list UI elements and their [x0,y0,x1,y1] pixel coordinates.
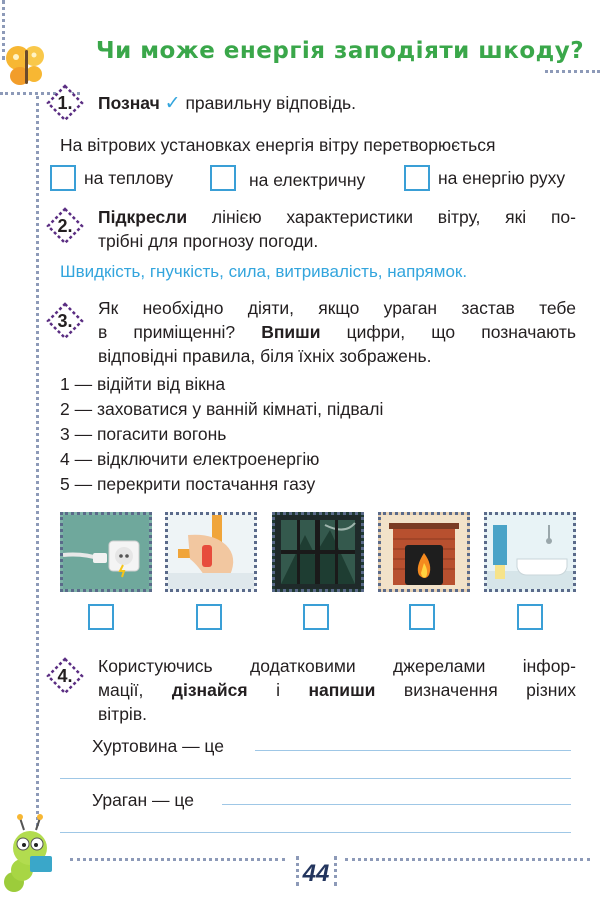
task1-question: На вітрових установках енергія вітру перетворюється [60,135,496,155]
task3-line3: відповідні правила, біля їхніх зображень. [98,346,432,366]
task4-line2 [98,678,576,702]
task3-text: цифри, що позначають [346,322,576,342]
task2-instruction [98,205,576,229]
picture-number-box[interactable] [517,604,543,630]
page-title: Чи може енергія заподіяти шкоду? [96,38,585,64]
instruction-verb: Познач [98,93,160,113]
gas-pipe-picture [165,512,257,592]
option-label: на енергію руху [438,168,566,188]
option-label: на теплову [84,168,174,188]
task-number: 3. [57,311,73,331]
wind-characteristics-list[interactable]: Швидкість, гнучкість, сила, витривалість, напрямок. [60,262,468,281]
picture-number-box[interactable] [196,604,222,630]
rule-item: 2 — заховатися у ванній кімнаті, підвалі [60,399,384,419]
window-storm-picture [272,512,364,592]
task3-line1 [98,296,576,320]
instruction-text: правильну відповідь. [185,93,357,113]
task4-line3: вітрів. [98,704,147,724]
task-number-badge [46,207,84,245]
instruction-verb: Підкресли [98,207,188,227]
task4-text: мації, [98,680,144,700]
bathroom-picture [484,512,576,592]
task-number-badge [46,657,84,695]
instruction-text: лінією характеристики вітру, які по- [211,207,576,227]
prompt-label: Хуртовина — це [92,736,224,756]
task-number-badge [46,302,84,340]
rule-item: 3 — погасити вогонь [60,424,227,444]
instruction-verb: напиши [308,680,376,700]
socket-picture [60,512,152,592]
answer-writing-line[interactable] [60,832,571,833]
answer-writing-line[interactable] [255,750,571,751]
answer-checkbox[interactable] [50,165,76,191]
bottom-dotted-border [70,858,285,861]
bottom-dotted-border [334,856,337,886]
picture-number-box[interactable] [409,604,435,630]
task3-text: Як необхідно діяти, якщо ураган застав тебе [98,298,576,318]
task-number: 4. [57,666,73,686]
option-label: на електричну [249,170,366,190]
picture-number-box[interactable] [88,604,114,630]
answer-checkbox[interactable] [210,165,236,191]
instruction-verb: дізнайся [171,680,248,700]
answer-writing-line[interactable] [60,778,571,779]
task2-instruction-line2: трібні для прогнозу погоди. [98,231,319,251]
task3-line2 [98,320,576,344]
bottom-dotted-border [345,858,590,861]
task-number: 2. [57,216,73,236]
task-number-badge [46,84,84,122]
task4-line1 [98,654,576,678]
prompt-label: Ураган — це [92,790,194,810]
task4-text: Користуючись додатковими джерелами інфор- [98,656,576,676]
task-number: 1. [57,93,73,113]
answer-writing-line[interactable] [222,804,571,805]
task4-text: і [276,680,280,700]
checkmark-icon: ✓ [164,93,181,114]
task3-text: в приміщенні? [98,322,236,342]
rule-item: 1 — відійти від вікна [60,374,226,394]
page-number: 44 [302,860,330,887]
butterfly-icon [4,42,48,88]
answer-checkbox[interactable] [404,165,430,191]
top-dotted-border [545,70,600,73]
picture-number-box[interactable] [303,604,329,630]
task1-instruction [98,91,356,116]
rule-item: 5 — перекрити постачання газу [60,474,316,494]
instruction-verb: Впиши [261,322,321,342]
task4-text: визначення різних [403,680,576,700]
left-dotted-border [36,96,39,826]
fireplace-picture [378,512,470,592]
caterpillar-icon [0,808,66,892]
rule-item: 4 — відключити електроенергію [60,449,320,469]
